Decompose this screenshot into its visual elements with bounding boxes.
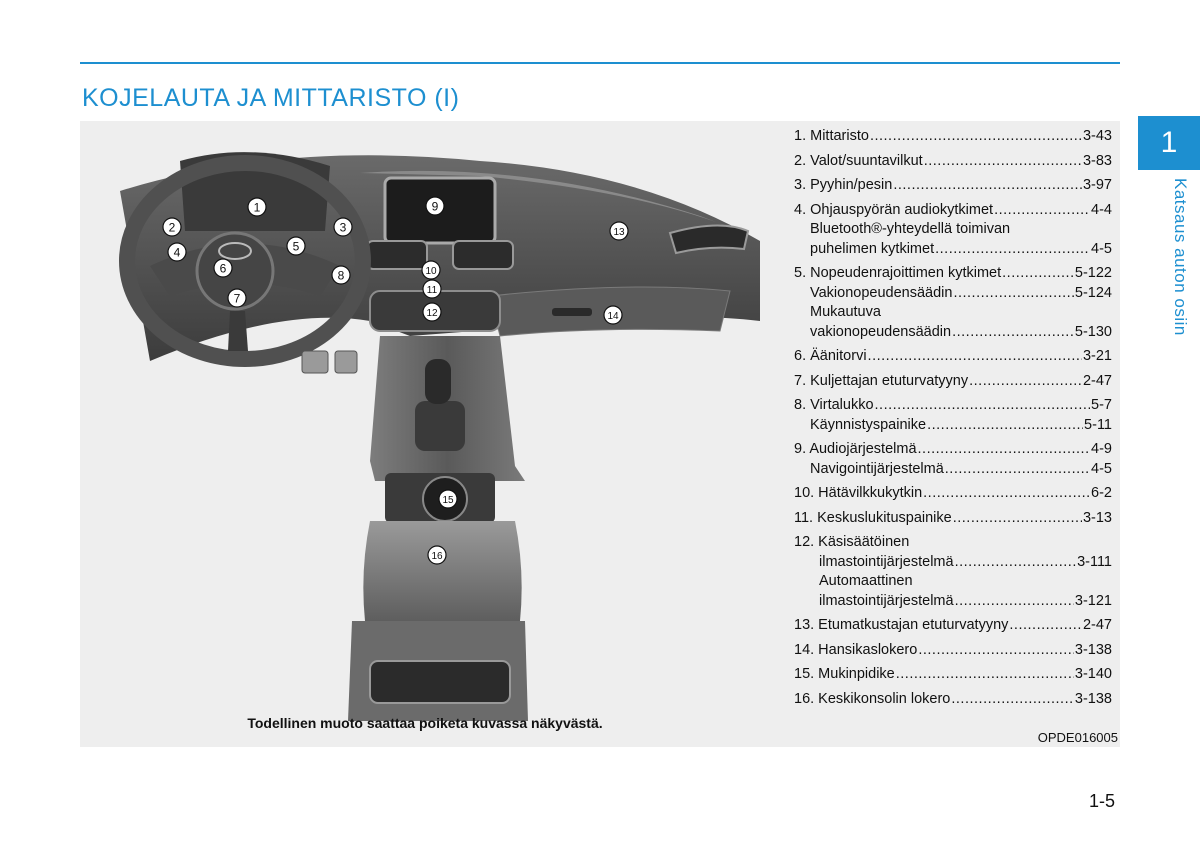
callout-8 — [332, 266, 350, 284]
callout-2 — [163, 218, 181, 236]
legend-line: 14. Hansikaslokero ..... 3-138 — [794, 641, 1112, 661]
svg-text:2: 2 — [168, 220, 176, 235]
legend-line: 13. Etumatkustajan etuturvatyyny ..... 2-47 — [794, 616, 1112, 636]
legend-line: Navigointijärjestelmä ..... 4-5 — [794, 460, 1112, 480]
svg-text:4: 4 — [173, 245, 181, 260]
legend-line: 2. Valot/suuntavilkut ..... 3-83 — [794, 152, 1112, 172]
callout-12 — [423, 303, 441, 321]
callout-10 — [422, 261, 440, 279]
dashboard-illustration — [80, 121, 770, 721]
callout-1 — [248, 198, 266, 216]
callout-6 — [214, 259, 232, 277]
steering-column — [228, 311, 248, 351]
armrest — [363, 521, 521, 621]
legend-line: Mukautuva — [810, 304, 881, 320]
legend-item-4 — [794, 201, 1112, 260]
chapter-tab — [1138, 116, 1200, 170]
legend-line: 10. Hätävilkkukytkin ..... 6-2 — [794, 484, 1112, 504]
page-number: 1-5 — [1089, 791, 1116, 811]
legend-line: Bluetooth®-yhteydellä toimivan — [810, 221, 1011, 237]
legend-line: 9. Audiojärjestelmä ..... 4-9 — [794, 440, 1112, 460]
legend-line: 1. Mittaristo ..... 3-43 — [794, 127, 1112, 147]
legend-line: puhelimen kytkimet ..... 4-5 — [794, 240, 1112, 260]
callout-11 — [423, 280, 441, 298]
legend-line: 4. Ohjauspyörän audiokytkimet ..... 4-4 — [794, 201, 1112, 221]
legend-line: Käynnistyspainike ..... 5-11 — [794, 416, 1112, 436]
callout-14 — [604, 306, 622, 324]
center-vent-right — [453, 241, 513, 269]
legend-line: 16. Keskikonsolin lokero ..... 3-138 — [794, 690, 1112, 710]
callout-13 — [610, 222, 628, 240]
legend-line: 3. Pyyhin/pesin ..... 3-97 — [794, 176, 1112, 196]
svg-text:12: 12 — [426, 308, 438, 319]
legend-item-13 — [794, 616, 1112, 636]
svg-text:6: 6 — [219, 261, 227, 276]
svg-text:7: 7 — [233, 291, 241, 306]
svg-text:3: 3 — [339, 220, 347, 235]
svg-text:16: 16 — [431, 551, 443, 562]
pedal-right — [335, 351, 357, 373]
figure-caption: Todellinen muoto saattaa poiketa kuvassa näkyvästä. — [247, 715, 603, 731]
legend-item-7 — [794, 372, 1112, 392]
chapter-number: 1 — [1160, 126, 1178, 159]
legend-line: 6. Äänitorvi ..... 3-21 — [794, 347, 1112, 367]
chapter-label: Katsaus auton osiin — [1171, 178, 1190, 336]
legend-item-8 — [794, 396, 1112, 435]
callout-3 — [334, 218, 352, 236]
component-legend — [794, 127, 1112, 714]
legend-item-5 — [794, 264, 1112, 342]
legend-item-3 — [794, 176, 1112, 196]
legend-line: vakionopeudensäädin ..... 5-130 — [794, 323, 1112, 343]
legend-item-16 — [794, 690, 1112, 710]
legend-line: 12. Käsisäätöinen — [794, 534, 910, 550]
legend-item-11 — [794, 509, 1112, 529]
dashboard-figure — [80, 121, 1120, 747]
callout-5 — [287, 237, 305, 255]
legend-line: ilmastointijärjestelmä ..... 3-121 — [794, 592, 1112, 612]
svg-text:8: 8 — [337, 268, 345, 283]
callout-15 — [439, 490, 457, 508]
legend-item-12 — [794, 533, 1112, 611]
svg-text:15: 15 — [442, 495, 454, 506]
legend-item-14 — [794, 641, 1112, 661]
callout-16 — [428, 546, 446, 564]
legend-item-2 — [794, 152, 1112, 172]
callout-9 — [426, 197, 444, 215]
legend-item-9 — [794, 440, 1112, 479]
legend-item-6 — [794, 347, 1112, 367]
legend-line: Automaattinen — [819, 573, 913, 589]
svg-text:9: 9 — [431, 199, 439, 214]
passenger-vent — [670, 225, 748, 253]
svg-text:5: 5 — [292, 239, 300, 254]
page-title: KOJELAUTA JA MITTARISTO (I) — [82, 84, 460, 112]
legend-line: 7. Kuljettajan etuturvatyyny ..... 2-47 — [794, 372, 1112, 392]
svg-text:13: 13 — [613, 227, 625, 238]
svg-text:14: 14 — [607, 311, 619, 322]
pedal-left — [302, 351, 328, 373]
legend-line: 8. Virtalukko ..... 5-7 — [794, 396, 1112, 416]
svg-text:10: 10 — [425, 266, 437, 277]
gear-knob — [425, 359, 451, 404]
legend-line: Vakionopeudensäädin ..... 5-124 — [794, 284, 1112, 304]
legend-line: 5. Nopeudenrajoittimen kytkimet ..... 5-122 — [794, 264, 1112, 284]
legend-line: ilmastointijärjestelmä ..... 3-111 — [794, 553, 1112, 573]
glovebox-handle — [552, 308, 592, 316]
svg-text:1: 1 — [253, 200, 261, 215]
callout-7 — [228, 289, 246, 307]
rear-vent — [370, 661, 510, 703]
legend-line: 15. Mukinpidike ..... 3-140 — [794, 665, 1112, 685]
header-rule — [80, 62, 1120, 64]
legend-item-1 — [794, 127, 1112, 147]
gear-shifter-boot — [415, 401, 465, 451]
center-vent-left — [367, 241, 427, 269]
legend-line: 11. Keskuslukituspainike ..... 3-13 — [794, 509, 1112, 529]
callout-4 — [168, 243, 186, 261]
svg-text:11: 11 — [426, 285, 438, 296]
legend-item-10 — [794, 484, 1112, 504]
figure-code: OPDE016005 — [1037, 730, 1118, 745]
legend-item-15 — [794, 665, 1112, 685]
